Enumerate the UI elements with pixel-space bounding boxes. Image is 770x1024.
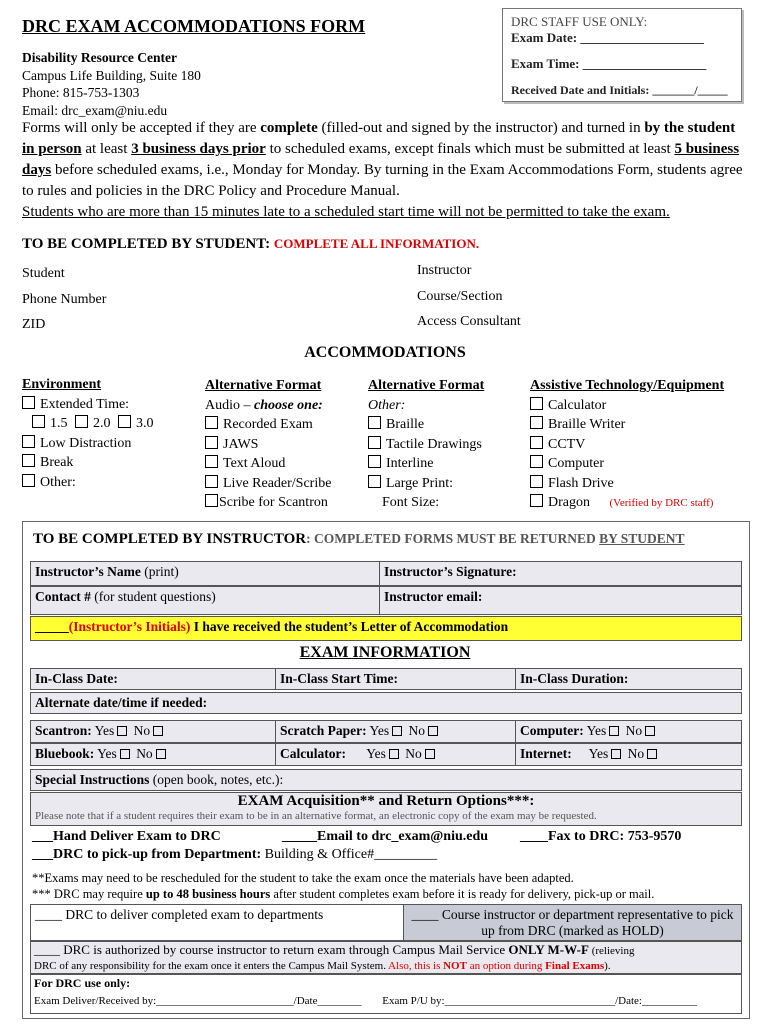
acquisition-heading: EXAM Acquisition** and Return Options***: xyxy=(237,793,535,809)
no-checkbox[interactable] xyxy=(647,749,657,759)
checkbox[interactable] xyxy=(530,494,543,507)
no-label: No xyxy=(405,746,422,761)
label: ___DRC to pick-up from Department: xyxy=(32,847,262,862)
bold-text: ONLY M-W-F xyxy=(508,942,589,957)
choose-one: choose one: xyxy=(254,397,323,413)
label: Scratch Paper: xyxy=(280,723,367,738)
audio-text: Audio – xyxy=(205,397,254,413)
yes-checkbox[interactable] xyxy=(389,749,399,759)
staff-exam-time[interactable]: Exam Time: ___________________ xyxy=(511,56,707,71)
materials-row-2 xyxy=(30,743,742,766)
checkbox[interactable] xyxy=(530,455,543,468)
alt-date-row xyxy=(30,692,742,714)
yes-checkbox[interactable] xyxy=(117,726,127,736)
checkbox[interactable] xyxy=(205,494,218,507)
label: Bluebook: xyxy=(35,746,95,761)
yes-label: Yes xyxy=(94,723,115,738)
computer-option[interactable] xyxy=(530,454,724,474)
label: Flash Drive xyxy=(548,475,614,491)
accommodations-heading: ACCOMMODATIONS xyxy=(304,344,466,361)
live-reader-option[interactable] xyxy=(205,474,331,494)
inclass-date-cell[interactable]: In-Class Date: xyxy=(35,671,118,686)
deliver-option[interactable]: ____ DRC to deliver completed exam to departments xyxy=(35,907,324,922)
label: Computer: xyxy=(520,723,584,738)
contact-row xyxy=(30,586,742,615)
hint: (print) xyxy=(144,564,179,579)
campus-mail-option[interactable] xyxy=(31,942,741,973)
label: Instructor’s Name xyxy=(35,564,145,579)
instructor-note: : COMPLETED FORMS MUST BE RETURNED xyxy=(306,531,600,546)
checkbox[interactable] xyxy=(368,436,381,449)
label: JAWS xyxy=(223,436,259,452)
calculator-option[interactable] xyxy=(530,396,724,416)
email-option[interactable]: _____Email to drc_exam@niu.edu xyxy=(282,829,489,844)
instructor-heading-line xyxy=(33,531,685,548)
intro-complete: complete xyxy=(260,120,318,136)
intro-paragraph xyxy=(22,118,750,223)
flash-drive-option[interactable] xyxy=(530,474,724,494)
checkbox[interactable] xyxy=(22,454,35,467)
return-options-row xyxy=(30,904,742,941)
label: Scantron: xyxy=(35,723,92,738)
course-field[interactable]: Course/Section xyxy=(417,289,503,304)
text: *** DRC may require xyxy=(32,887,146,901)
intro-text: at least xyxy=(81,141,132,157)
interline-option[interactable] xyxy=(368,454,484,474)
checkbox[interactable] xyxy=(530,436,543,449)
label: Scribe for Scantron xyxy=(219,495,328,510)
red-text: Also, this is xyxy=(388,959,444,972)
text: after student completes exam before it is ready for delivery, pick-up or mail. xyxy=(270,887,655,901)
deliver-received-field[interactable]: Exam Deliver/Received by:_________________________/Date________ xyxy=(34,995,362,1007)
text: DRC of any responsibility for the exam once it enters the Campus Mail System. xyxy=(34,959,389,972)
bluebook-cell xyxy=(31,744,275,765)
inclass-duration-cell[interactable]: In-Class Duration: xyxy=(515,669,741,689)
checkbox[interactable] xyxy=(205,416,218,429)
checkbox[interactable] xyxy=(205,436,218,449)
alt-format-other-column xyxy=(368,376,484,513)
drc-use-row xyxy=(30,974,742,1014)
campus-mail-row xyxy=(30,941,742,974)
org-name: Disability Resource Center xyxy=(22,50,177,65)
loa-initials-row[interactable] xyxy=(30,616,742,641)
label: 1.5 xyxy=(50,416,68,431)
no-checkbox[interactable] xyxy=(153,726,163,736)
checkbox[interactable] xyxy=(530,475,543,488)
fax-option[interactable]: ____Fax to DRC: 753-9570 xyxy=(520,829,682,844)
alt-format-heading: Alternative Format xyxy=(205,378,322,393)
label: Text Aloud xyxy=(223,456,286,471)
staff-received[interactable]: Received Date and Initials: _______/_____ xyxy=(511,83,728,97)
materials-row-1 xyxy=(30,720,742,743)
checkbox[interactable] xyxy=(205,455,218,468)
label: Other: xyxy=(40,474,76,490)
text: ____ DRC is authorized by course instructor to return exam through Campus Mail Service xyxy=(34,942,509,957)
student-section-heading xyxy=(22,236,479,253)
label: Extended Time: xyxy=(40,396,130,412)
checkbox[interactable] xyxy=(22,474,35,487)
drc-use-heading: For DRC use only: xyxy=(34,976,131,990)
label: Braille Writer xyxy=(548,417,626,432)
exam-info-heading: EXAM INFORMATION xyxy=(299,644,471,661)
yes-checkbox[interactable] xyxy=(611,749,621,759)
calculator-cell xyxy=(275,744,515,765)
phone-field[interactable]: Phone Number xyxy=(22,292,107,307)
checkbox-2-0[interactable] xyxy=(75,415,88,428)
label: Special Instructions xyxy=(35,772,150,787)
form-title: DRC EXAM ACCOMMODATIONS FORM xyxy=(22,16,366,36)
hint: (for student questions) xyxy=(94,589,216,604)
intro-in-person: in person xyxy=(22,141,82,157)
checkbox[interactable] xyxy=(22,435,35,448)
loa-initials-cell[interactable] xyxy=(31,617,741,640)
assistive-tech-heading: Assistive Technology/Equipment xyxy=(530,378,725,393)
tactile-option[interactable] xyxy=(368,435,484,455)
computer-cell xyxy=(515,721,741,742)
braille-writer-option[interactable] xyxy=(530,415,724,435)
yes-label: Yes xyxy=(97,746,117,761)
label: Braille xyxy=(386,417,425,432)
label: Large Print: xyxy=(386,475,454,491)
yes-label: Yes xyxy=(586,723,607,738)
alt-date-cell[interactable]: Alternate date/time if needed: xyxy=(35,695,208,710)
yes-checkbox[interactable] xyxy=(120,749,130,759)
consultant-field[interactable]: Access Consultant xyxy=(417,314,521,329)
red-bold: NOT xyxy=(443,959,467,972)
break-option[interactable] xyxy=(22,453,154,473)
scribe-option[interactable] xyxy=(205,493,331,513)
instructor-email-cell[interactable]: Instructor email: xyxy=(379,587,741,614)
extended-time-option[interactable] xyxy=(22,395,154,415)
environment-column xyxy=(22,375,154,492)
time-options xyxy=(22,414,154,434)
blank: _____ xyxy=(35,619,69,634)
checkbox[interactable] xyxy=(530,416,543,429)
label: Recorded Exam xyxy=(223,417,313,432)
inclass-row xyxy=(30,668,742,690)
verified-note: (Verified by DRC staff) xyxy=(609,497,714,509)
alt-format-heading: Alternative Format xyxy=(368,378,485,393)
student-heading-note: COMPLETE ALL INFORMATION. xyxy=(273,236,480,251)
instructor-signature-cell[interactable]: Instructor’s Signature: xyxy=(379,562,741,585)
intro-text: to scheduled exams, except finals which must be submitted at least xyxy=(265,141,675,157)
course-rep-option[interactable]: ____ Course instructor or department representative to pick up from DRC (marked as HOLD) xyxy=(403,905,741,940)
text-aloud-option[interactable] xyxy=(205,454,331,474)
red-bold: Final Exams xyxy=(545,959,605,972)
student-heading: TO BE COMPLETED BY STUDENT: xyxy=(22,236,271,252)
no-checkbox[interactable] xyxy=(428,726,438,736)
instructor-name-cell[interactable] xyxy=(31,562,379,585)
org-phone: Phone: 815-753-1303 xyxy=(22,85,140,100)
bold-text: up to 48 business hours xyxy=(145,887,271,901)
initials-label: (Instructor’s Initials) xyxy=(68,619,191,634)
special-row xyxy=(30,769,742,791)
font-size-field[interactable]: Font Size: xyxy=(382,495,440,510)
no-checkbox[interactable] xyxy=(156,749,166,759)
inclass-start-cell[interactable]: In-Class Start Time: xyxy=(275,669,515,689)
label: 2.0 xyxy=(93,416,111,431)
label: Low Distraction xyxy=(40,435,132,451)
label: 3.0 xyxy=(136,416,154,431)
checkbox[interactable] xyxy=(368,475,381,488)
intro-3-days: 3 business days prior xyxy=(131,141,266,157)
yes-label: Yes xyxy=(366,746,386,761)
special-instructions-cell[interactable] xyxy=(31,770,741,790)
pickup-option[interactable] xyxy=(32,847,437,863)
label: Internet: xyxy=(520,746,572,761)
recorded-option[interactable] xyxy=(205,415,331,435)
no-label: No xyxy=(133,723,151,738)
building-field: Building & Office#_________ xyxy=(261,847,438,862)
checkbox[interactable] xyxy=(530,397,543,410)
yes-checkbox[interactable] xyxy=(392,726,402,736)
audio-label xyxy=(205,396,331,416)
instructor-heading: TO BE COMPLETED BY INSTRUCTOR xyxy=(33,531,307,547)
scantron-cell xyxy=(31,721,275,742)
cctv-option[interactable] xyxy=(530,435,724,455)
label: Break xyxy=(40,455,74,470)
hint: (open book, notes, etc.): xyxy=(149,772,284,787)
alt-format-audio-column xyxy=(205,376,331,513)
dragon-option[interactable] xyxy=(530,493,724,514)
staff-use-box xyxy=(502,8,742,102)
drc-use-cell xyxy=(31,975,741,1013)
internet-cell xyxy=(515,744,741,765)
yes-label: Yes xyxy=(588,746,609,761)
instructor-field[interactable]: Instructor xyxy=(417,263,472,278)
other-label: Other: xyxy=(368,397,406,413)
no-label: No xyxy=(136,746,153,761)
note-rescheduled: **Exams may need to be rescheduled for the student to take the exam once the materials have been adapted. xyxy=(32,871,574,885)
other-option[interactable] xyxy=(22,473,154,493)
instructor-name-row xyxy=(30,561,742,586)
environment-heading: Environment xyxy=(22,377,102,392)
hand-deliver-option[interactable]: ___Hand Deliver Exam to DRC xyxy=(32,829,221,844)
label: Live Reader/Scribe xyxy=(223,475,332,491)
contact-cell[interactable] xyxy=(31,587,379,614)
text: (relieving xyxy=(588,945,635,957)
label: Contact # xyxy=(35,589,95,604)
no-checkbox[interactable] xyxy=(645,726,655,736)
red-text: an option during xyxy=(466,959,546,972)
braille-option[interactable] xyxy=(368,415,484,435)
intro-text: Forms will only be accepted if they are xyxy=(22,120,261,136)
loa-text: I have received the student’s Letter of Accommodation xyxy=(190,619,509,634)
assistive-tech-column xyxy=(530,376,724,514)
label: Interline xyxy=(386,456,434,471)
label: Calculator: xyxy=(280,746,346,761)
yes-label: Yes xyxy=(369,723,390,738)
scratch-cell xyxy=(275,721,515,742)
low-distraction-option[interactable] xyxy=(22,434,154,454)
zid-field[interactable]: ZID xyxy=(22,317,46,332)
org-email: Email: drc_exam@niu.edu xyxy=(22,102,168,118)
org-building: Campus Life Building, Suite 180 xyxy=(22,67,201,83)
yes-checkbox[interactable] xyxy=(609,726,619,736)
no-label: No xyxy=(627,746,645,761)
label: Tactile Drawings xyxy=(386,436,482,452)
acquisition-cell xyxy=(31,793,741,825)
staff-heading: DRC STAFF USE ONLY: xyxy=(511,14,648,29)
checkbox[interactable] xyxy=(368,455,381,468)
intro-text: before scheduled exams, i.e., Monday for Monday. By turning in the Exam Accommodations Form, students agree to rules and policies in the DRC Policy and Procedure Manual. xyxy=(22,162,743,199)
label: Computer xyxy=(548,456,604,471)
label: Dragon xyxy=(548,495,590,510)
checkbox[interactable] xyxy=(22,396,35,409)
no-label: No xyxy=(408,723,426,738)
label: Calculator xyxy=(548,397,607,413)
acquisition-row xyxy=(30,792,742,826)
large-print-option[interactable] xyxy=(368,474,484,494)
intro-text: (filled-out and signed by the instructor) and turned in xyxy=(317,120,645,136)
note-48-hours xyxy=(32,887,654,902)
no-checkbox[interactable] xyxy=(425,749,435,759)
org-info xyxy=(22,49,201,119)
student-field[interactable]: Student xyxy=(22,266,65,281)
checkbox[interactable] xyxy=(205,475,218,488)
instructor-note-by-student: BY STUDENT xyxy=(599,531,685,546)
intro-5-days: 5 business days xyxy=(22,141,740,178)
acquisition-note: Please note that if a student requires their exam to be in an alternative format, an electronic copy of the exam may be requested. xyxy=(35,810,597,822)
checkbox[interactable] xyxy=(368,416,381,429)
no-label: No xyxy=(625,723,643,738)
checkbox-1-5[interactable] xyxy=(32,415,45,428)
jaws-option[interactable] xyxy=(205,435,331,455)
checkbox-3-0[interactable] xyxy=(118,415,131,428)
intro-late-rule: Students who are more than 15 minutes late to a scheduled start time will not be permitted to take the exam. xyxy=(22,204,670,220)
intro-by-student: by the student xyxy=(644,120,736,136)
label: CCTV xyxy=(548,436,586,452)
text: ). xyxy=(604,959,611,972)
pickup-by-field[interactable]: Exam P/U by:_______________________________/Date:__________ xyxy=(382,995,697,1007)
staff-exam-date[interactable]: Exam Date: ___________________ xyxy=(511,30,704,45)
